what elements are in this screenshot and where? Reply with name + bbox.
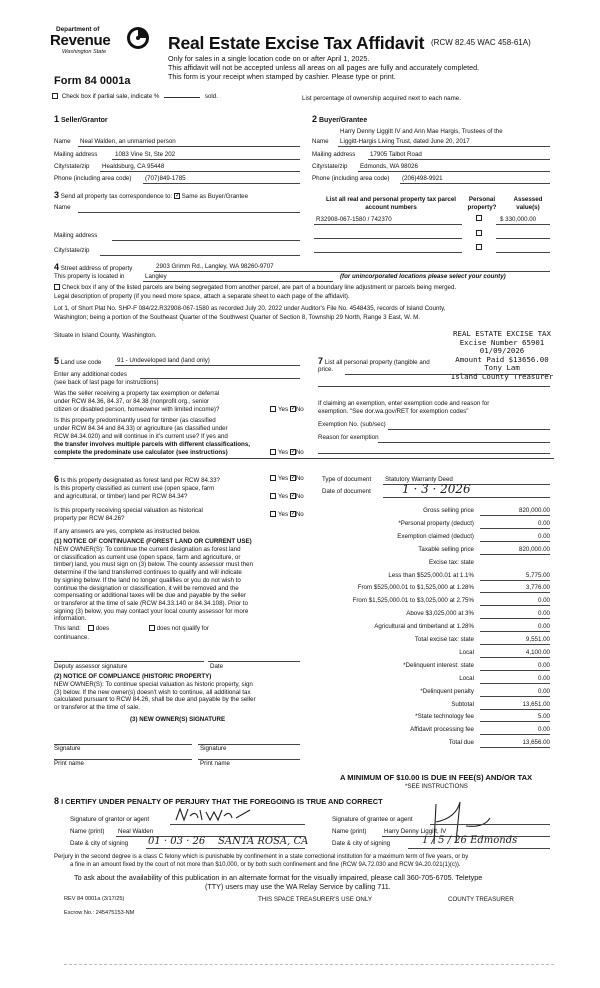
exemption-no-label: Exemption No. (sub/sec) bbox=[318, 421, 386, 428]
calc-label: Local bbox=[459, 649, 474, 656]
ownership-note: List percentage of ownership acquired next to each name. bbox=[302, 95, 461, 102]
stamp-line-3: 01/09/2026 bbox=[479, 346, 525, 356]
stamp-line-4: Amount Paid $13656.00 bbox=[455, 354, 549, 364]
county-treasurer-label: COUNTY TREASURER bbox=[448, 896, 514, 903]
grantor-name-label: Name (print) bbox=[70, 828, 105, 835]
deputy-date-label: Date bbox=[210, 663, 224, 670]
calc-value[interactable]: 13,656.00 bbox=[522, 739, 550, 746]
doc-date-handwritten[interactable]: 1 · 3 · 2026 bbox=[402, 482, 471, 496]
timber-yesno: Yes ✓No bbox=[270, 449, 304, 456]
calc-label: *State technology fee bbox=[415, 713, 474, 720]
claim-exemption-1: If claiming an exemption, enter exemption code and reason for bbox=[318, 400, 490, 407]
current-use-q-2: and agricultural, or timber) land per RCW 84.34? bbox=[54, 493, 188, 500]
assessed-value[interactable]: $ 330,000.00 bbox=[500, 216, 537, 223]
buyer-phone-label: Phone (including area code) bbox=[312, 175, 390, 182]
seniors-q3: citizen or disabled person, homeowner with limited income)? bbox=[54, 406, 220, 413]
doc-date-label: Date of document bbox=[322, 488, 371, 495]
certify-heading: 8 I CERTIFY UNDER PENALTY OF PERJURY THAT THE FOREGOING IS TRUE AND CORRECT bbox=[54, 796, 383, 806]
perjury-line-1: Perjury in the second degree is a class C felony which is punishable by confinement in a state correctional institution for a maximum term of five years, or by bbox=[54, 854, 469, 860]
seller-city-field[interactable]: Healdsburg, CA 95448 bbox=[102, 163, 165, 170]
personal-property-checkbox-2[interactable] bbox=[476, 230, 482, 236]
claim-exemption-2: exemption. "See dor.wa.gov/RET for exemption codes" bbox=[318, 408, 469, 415]
timber-yes-checkbox[interactable] bbox=[270, 449, 276, 455]
personal-property-checkbox-3[interactable] bbox=[476, 244, 482, 250]
reason-label: Reason for exemption bbox=[318, 434, 379, 441]
deputy-sig-label: Deputy assessor signature bbox=[54, 663, 128, 670]
dept-word: Revenue bbox=[50, 32, 111, 49]
stamp-line-6: Island County Treasurer bbox=[450, 371, 554, 381]
buyer-heading: 2 Buyer/Grantee bbox=[312, 114, 368, 124]
calc-label: Total due bbox=[448, 739, 474, 746]
buyer-mail-field[interactable]: 17905 Talbot Road bbox=[370, 151, 422, 158]
continuance-label: continuance. bbox=[54, 634, 90, 641]
stamp-line-2: Excise Number 65901 bbox=[459, 337, 545, 347]
form-note-3: This form is your receipt when stamped by cashier. Please type or print. bbox=[168, 72, 396, 81]
calc-value[interactable]: 13,651.00 bbox=[522, 701, 550, 708]
personal-prop-row: 7 List all personal property (tangible and bbox=[318, 356, 430, 366]
legal-instr: Legal description of property (if you need more space, attach a separate sheet to each page of the affidavit). bbox=[54, 293, 350, 300]
timber-q5: complete the predominate use calculator (see instructions) bbox=[54, 449, 228, 456]
segregated-row: Check box if any of the listed parcels are being segregated from another parcel, are part of a boundary line adjustment or parcels being merged. bbox=[54, 284, 456, 291]
calc-value[interactable]: 0.00 bbox=[537, 688, 550, 695]
timber-q1: Is this property predominantly used for timber (as classified bbox=[54, 417, 216, 424]
seller-mail-label: Mailing address bbox=[54, 151, 98, 158]
seniors-no-checkbox[interactable]: ✓ bbox=[290, 406, 296, 413]
alt-format-2: (TTY) users may use the WA Relay Service by calling 711. bbox=[205, 882, 391, 891]
grantee-date-handwritten[interactable]: 1 / 5 / 26 Edmonds bbox=[422, 835, 518, 846]
personal-property-checkbox-1[interactable] bbox=[476, 215, 482, 221]
new-owner-sig-title: (3) NEW OWNER(S) SIGNATURE bbox=[130, 716, 226, 723]
forest-q1-row: 6 Is this property designated as forest land per RCW 84.33? bbox=[54, 474, 220, 484]
seniors-q2: under RCW 84.36, 84.37, or 84.38 (nonprofit org., senior bbox=[54, 398, 210, 405]
this-land-row: This land: does does not qualify for bbox=[54, 625, 209, 632]
calc-label: Taxable selling price bbox=[418, 546, 474, 553]
buyer-name-field[interactable]: Liggitt-Hargis Living Trust, dated June 20, 2017 bbox=[340, 138, 470, 145]
form-number: Form 84 0001a bbox=[54, 75, 131, 87]
calc-value[interactable]: 0.00 bbox=[537, 520, 550, 527]
see-back: (see back of last page for instructions) bbox=[54, 379, 159, 386]
calc-label: *Delinquent penalty bbox=[420, 688, 474, 695]
assessed-col-header: Assessed value(s) bbox=[513, 196, 543, 211]
forest-q1-yesno: Yes ✓No bbox=[270, 475, 304, 482]
calc-value[interactable]: 0.00 bbox=[537, 533, 550, 540]
rev-label: REV 84 0001a (3/17/25) bbox=[64, 896, 125, 902]
calc-label: Affidavit processing fee bbox=[410, 726, 474, 733]
seniors-q1: Was the seller receiving a property tax exemption or deferral bbox=[54, 390, 220, 397]
correspondence-row: 3 Send all property tax correspondence to: ✓ Same as Buyer/Grantee bbox=[54, 190, 249, 200]
unincorporated-note: (for unincorporated locations please select your county) bbox=[340, 273, 506, 280]
personal-col-header: Personal property? bbox=[467, 196, 497, 211]
additional-codes-label: Enter any additional codes bbox=[54, 371, 127, 378]
same-as-buyer-checkbox[interactable]: ✓ bbox=[174, 193, 180, 200]
minimum-note: A MINIMUM OF $10.00 IS DUE IN FEE(S) AND/OR TAX bbox=[340, 773, 533, 782]
calc-value[interactable]: 5.00 bbox=[537, 713, 550, 720]
does-checkbox[interactable] bbox=[88, 625, 94, 631]
seller-phone-label: Phone (including area code) bbox=[54, 175, 132, 182]
calc-value[interactable]: 0.00 bbox=[537, 675, 550, 682]
does-not-checkbox[interactable] bbox=[149, 625, 155, 631]
current-use-no-checkbox[interactable]: ✓ bbox=[290, 493, 296, 500]
grantee-date-label: Date & city of signing bbox=[332, 840, 391, 847]
calc-value[interactable]: 4,100.00 bbox=[525, 649, 550, 656]
calc-label: *Personal property (deduct) bbox=[398, 520, 474, 527]
corr-name-label: Name bbox=[54, 204, 71, 211]
parcel-number[interactable]: R32908-067-1580 / 742370 bbox=[316, 216, 392, 223]
grantor-signature[interactable] bbox=[172, 806, 262, 824]
calc-value[interactable]: 3,776.00 bbox=[525, 584, 550, 591]
seller-phone-field[interactable]: (707)849-1785 bbox=[145, 175, 186, 182]
located-label: This property is located in bbox=[54, 273, 125, 280]
legal-desc-1[interactable]: Lot 1, of Short Plat No. SHP-F 084/22.R32908-067-1580 as recorded July 20, 2022 under Auditor's File No. 4548435, records of Island County, bbox=[54, 305, 446, 312]
calc-value[interactable]: 0.00 bbox=[537, 597, 550, 604]
calc-label: Less than $525,000.01 at 1.1% bbox=[388, 572, 474, 579]
calc-value[interactable]: 9,551.00 bbox=[525, 636, 550, 643]
notice-continuance-title: (1) NOTICE OF CONTINUANCE (FOREST LAND OR CURRENT USE) bbox=[54, 538, 252, 545]
calc-label: Agricultural and timberland at 1.28% bbox=[374, 623, 474, 630]
calc-value[interactable]: 0.00 bbox=[537, 623, 550, 630]
calc-label: From $1,525,000.01 to $3,025,000 at 2.75% bbox=[352, 597, 474, 604]
calc-label: Subtotal bbox=[451, 701, 474, 708]
calc-label: Exemption claimed (deduct) bbox=[397, 533, 474, 540]
seniors-yesno: Yes ✓No bbox=[270, 406, 304, 413]
current-use-yes-checkbox[interactable] bbox=[270, 493, 276, 499]
grantee-name-field[interactable]: Harry Denny Liggitt, IV bbox=[384, 828, 447, 835]
historic-no-checkbox[interactable]: ✓ bbox=[290, 511, 296, 518]
escrow-label: Escrow No.: 245475153-NM bbox=[64, 910, 135, 916]
calc-value[interactable]: 0.00 bbox=[537, 726, 550, 733]
partial-sold-label: sold. bbox=[204, 93, 218, 100]
calc-label: Gross selling price bbox=[423, 507, 474, 514]
current-use-q-1: Is this property classified as current use (open space, farm bbox=[54, 485, 215, 492]
buyer-name-label: Name bbox=[312, 138, 329, 145]
legal-desc-3[interactable]: Situate in Island County, Washington. bbox=[54, 332, 157, 339]
buyer-city-label: City/state/zip bbox=[312, 163, 348, 170]
timber-q4: the transfer involves multiple parcels with different classifications, bbox=[54, 441, 250, 448]
dept-state: Washington State bbox=[62, 49, 107, 55]
buyer-name-line1: Harry Denny Liggitt IV and Ann Mae Hargis, Trustees of the bbox=[340, 128, 503, 135]
forest-yes-checkbox[interactable] bbox=[270, 475, 276, 481]
legal-desc-2[interactable]: Washington; being a portion of the Southeast Quarter of the Southwest Quarter of Section 8, Township 29 North, Range 3 East, W. M. bbox=[54, 314, 420, 321]
calc-label: Local bbox=[459, 675, 474, 682]
seniors-yes-checkbox[interactable] bbox=[270, 406, 276, 412]
grantor-sig-label: Signature of grantor or agent bbox=[70, 816, 150, 823]
doc-type-label: Type of document bbox=[322, 476, 372, 483]
segregated-checkbox[interactable] bbox=[54, 284, 60, 290]
notice-compliance-body: NEW OWNER(S): To continue special valuation as historic property, sign (3) below. If the new owner(s) doesn't wish to continue, all additional tax calculated pursuant to RCW 84.26, shall be due and payable by the seller or transferor at the time of sale. bbox=[54, 681, 256, 712]
calc-label: *Delinquent interest: state bbox=[403, 662, 474, 669]
landuse-code[interactable]: 91 - Undeveloped land (land only) bbox=[117, 357, 210, 364]
landuse-row: 5 Land use code bbox=[54, 356, 102, 366]
owner-print-label-2: Print name bbox=[200, 760, 230, 767]
buyer-phone-field[interactable]: (206)498-9921 bbox=[402, 175, 443, 182]
dor-logo bbox=[50, 26, 152, 72]
parcel-col-header: List all real and personal property tax parcel account numbers bbox=[326, 196, 456, 211]
located-field[interactable]: Langley bbox=[145, 273, 167, 280]
grantor-date-handwritten[interactable]: 01 · 03 · 26 bbox=[148, 836, 206, 847]
seller-name-field[interactable]: Neal Walden, an unmarried person bbox=[80, 138, 176, 145]
buyer-city-field[interactable]: Edmonds, WA 98026 bbox=[360, 163, 418, 170]
partial-sale-label: Check box if partial sale, indicate % bbox=[61, 93, 160, 100]
form-note-2: This affidavit will not be accepted unless all areas on all pages are fully and accurately completed. bbox=[168, 63, 480, 72]
notice-compliance-title: (2) NOTICE OF COMPLIANCE (HISTORIC PROPERTY) bbox=[54, 673, 212, 680]
form-rcw: (RCW 82.45 WAC 458-61A) bbox=[431, 38, 531, 47]
stamp-line-5: Tony Lam bbox=[484, 363, 520, 373]
historic-q-2: property per RCW 84.26? bbox=[54, 515, 125, 522]
grantor-city-handwritten[interactable]: SANTA ROSA, CA bbox=[218, 836, 309, 847]
buyer-mail-label: Mailing address bbox=[312, 151, 356, 158]
treasurer-only-label: THIS SPACE TREASURER'S USE ONLY bbox=[258, 896, 372, 903]
timber-no-checkbox[interactable]: ✓ bbox=[290, 449, 296, 456]
owner-sig-label-2: Signature bbox=[200, 745, 227, 752]
if-yes-note: If any answers are yes, complete as instructed below. bbox=[54, 528, 201, 535]
historic-q-1: Is this property receiving special valuation as historical bbox=[54, 507, 203, 514]
personal-prop-price: price. bbox=[318, 366, 334, 373]
calc-label: From $525,000.01 to $1,525,000 at 1.28% bbox=[357, 584, 474, 591]
historic-yes-checkbox[interactable] bbox=[270, 511, 276, 517]
corr-city-label: City/state/zip bbox=[54, 247, 90, 254]
grantee-sig-label: Signature of grantee or agent bbox=[332, 816, 413, 823]
see-instructions: *SEE INSTRUCTIONS bbox=[405, 783, 468, 790]
partial-sale-row bbox=[52, 93, 218, 100]
calc-value[interactable]: 0.00 bbox=[537, 662, 550, 669]
calc-value[interactable]: 820,000.00 bbox=[519, 546, 550, 553]
grantor-date-label: Date & city of signing bbox=[70, 840, 129, 847]
seller-city-label: City/state/zip bbox=[54, 163, 90, 170]
seller-mail-field[interactable]: 1083 Vine St, Ste 202 bbox=[115, 151, 176, 158]
stamp-line-1: REAL ESTATE EXCISE TAX bbox=[453, 329, 551, 338]
timber-q2: under RCW 84.34 and 84.33) or agriculture (as classified under bbox=[54, 425, 228, 432]
partial-sale-checkbox[interactable] bbox=[52, 93, 58, 99]
corr-mail-label: Mailing address bbox=[54, 232, 98, 239]
current-use-yesno: Yes ✓No bbox=[270, 493, 304, 500]
form-note-1: Only for sales in a single location code on or after April 1, 2025. bbox=[168, 54, 370, 63]
street-field[interactable]: 2903 Grimm Rd., Langley, WA 98260-9707 bbox=[156, 263, 274, 270]
timber-q3: RCW 84.34.020) and will continue in it's current use? If yes and bbox=[54, 433, 228, 440]
calc-label: Above $3,025,000 at 3% bbox=[406, 610, 474, 617]
historic-yesno: Yes ✓No bbox=[270, 511, 304, 518]
perjury-line-2: a fine in an amount fixed by the court of not more than $10,000, or by both such confinement and fine (RCW 9A.72.030 and RCW 9A.20.021(1)(c)). bbox=[70, 862, 461, 868]
seller-heading: 1 Seller/Grantor bbox=[54, 114, 108, 124]
notice-continuance-body: NEW OWNER(S): To continue the current designation as forest land or classification as current use (open space, farm and agriculture, or timber) land, you must sign on (3) below. The county assessor must then determine if the land transferred continues to qualify and will indicate by signing below. If the land no longer qualifies or you do not wish to continue the designation or classification, it will be removed and the compensating or additional taxes will be due and payable by the seller or transferor at the time of sale (RCW 84.33.140 or 84.34.108). Prior to signing (3) below, you may contact your local county assessor for more information. bbox=[54, 546, 254, 623]
dept-line: Department of bbox=[56, 26, 100, 33]
doc-type-field[interactable]: Statutory Warranty Deed bbox=[385, 476, 453, 483]
forest-no-checkbox[interactable]: ✓ bbox=[290, 475, 296, 482]
owner-print-label-1: Print name bbox=[54, 760, 84, 767]
street-row: 4 Street address of property bbox=[54, 262, 133, 272]
alt-format-1: To ask about the availability of this publication in an alternate format for the visually impaired, please call 360-705-6705. Teletype bbox=[74, 873, 483, 882]
grantor-name-field[interactable]: Neal Walden bbox=[118, 828, 154, 835]
calc-value[interactable]: 5,775.00 bbox=[525, 572, 550, 579]
dor-logo-icon bbox=[126, 26, 150, 50]
owner-sig-label-1: Signature bbox=[54, 745, 81, 752]
calc-value[interactable]: 820,000.00 bbox=[519, 507, 550, 514]
seller-name-label: Name bbox=[54, 138, 71, 145]
grantee-name-label: Name (print) bbox=[332, 828, 367, 835]
form-title: Real Estate Excise Tax Affidavit bbox=[168, 33, 425, 53]
calc-label: Excise tax: state bbox=[428, 559, 474, 566]
calc-label: Total excise tax: state bbox=[414, 636, 474, 643]
calc-value[interactable]: 0.00 bbox=[537, 610, 550, 617]
